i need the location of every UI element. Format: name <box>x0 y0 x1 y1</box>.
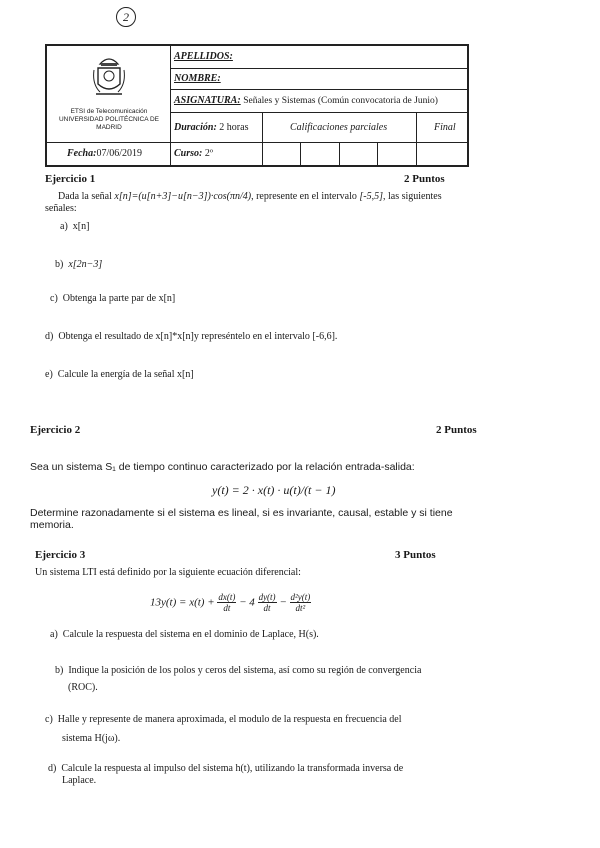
ej1-title: Ejercicio 1 <box>45 173 96 185</box>
university-name: ETSI de Telecomunicación UNIVERSIDAD POLITÉCNICA DE MADRID <box>58 108 160 131</box>
ej1-intro: Dada la señal x[n]=(u[n+3]−u[n−3])·cos(πn/4), represente en el intervalo [-5,5], las siguientes <box>58 191 442 202</box>
ej2-title: Ejercicio 2 <box>30 424 81 436</box>
ej3-points: 3 Puntos <box>395 549 436 561</box>
asignatura-row: ASIGNATURA: Señales y Sistemas (Común convocatoria de Junio) <box>174 95 438 106</box>
ej3-item-d: d) Calcule la respuesta al impulso del sistema h(t), utilizando la transformada inversa de <box>48 763 404 774</box>
ej3-item-d-line2: Laplace. <box>62 775 97 786</box>
ej3-item-a: a) Calcule la respuesta del sistema en el dominio de Laplace, H(s). <box>50 629 319 640</box>
apellidos-label: APELLIDOS: <box>174 51 233 62</box>
ej3-item-c: c) Halle y represente de manera aproximada, el modulo de la respuesta en frecuencia del <box>45 714 402 725</box>
calificaciones-label: Calificaciones parciales <box>290 122 388 133</box>
ej2-question: Determine razonadamente si el sistema es lineal, si es invariante, causal, estable y si tiene <box>30 507 453 519</box>
ej1-item-d: d) Obtenga el resultado de x[n]*x[n]y represéntelo en el intervalo [-6,6]. <box>45 331 338 342</box>
ej2-intro: Sea un sistema S₁ de tiempo continuo caracterizado por la relación entrada-salida: <box>30 461 415 473</box>
nombre-label: NOMBRE: <box>174 73 221 84</box>
ej1-item-e: e) Calcule la energía de la señal x[n] <box>45 369 194 380</box>
exam-header <box>45 44 469 167</box>
ej1-intro-line2: señales: <box>45 203 77 214</box>
final-label: Final <box>434 122 456 133</box>
ej2-question-line2: memoria. <box>30 519 74 531</box>
fecha-row: Fecha:07/06/2019 <box>67 148 143 159</box>
page-number: 2 <box>116 7 136 27</box>
ej3-item-b-line2: (ROC). <box>68 682 98 693</box>
ej3-item-c-line2: sistema H(jω). <box>62 733 121 744</box>
ej1-item-a: a) x[n] <box>60 221 90 232</box>
duracion-row: Duración: 2 horas <box>174 122 249 133</box>
ej1-points: 2 Puntos <box>404 173 445 185</box>
ej2-equation: y(t) = 2 · x(t) · u(t)/(t − 1) <box>212 483 336 497</box>
ej2-points: 2 Puntos <box>436 424 477 436</box>
university-crest-icon <box>92 54 126 98</box>
curso-row: Curso: 2º <box>174 148 213 159</box>
ej3-item-b: b) Indique la posición de los polos y ceros del sistema, así como su región de convergencia <box>55 665 422 676</box>
ej1-item-c: c) Obtenga la parte par de x[n] <box>50 293 176 304</box>
ej1-item-b: b) x[2n−3] <box>55 259 103 270</box>
ej3-intro: Un sistema LTI está definido por la siguiente ecuación diferencial: <box>35 567 301 578</box>
ej3-equation: 13y(t) = x(t) + $\frac{dx(t)}{dt}$ − 4 $\frac{dy(t)}{dt}$ − $\frac{\text{d²y(t)}}{\text{dt²}}$ <box>150 592 311 613</box>
ej3-title: Ejercicio 3 <box>35 549 86 561</box>
